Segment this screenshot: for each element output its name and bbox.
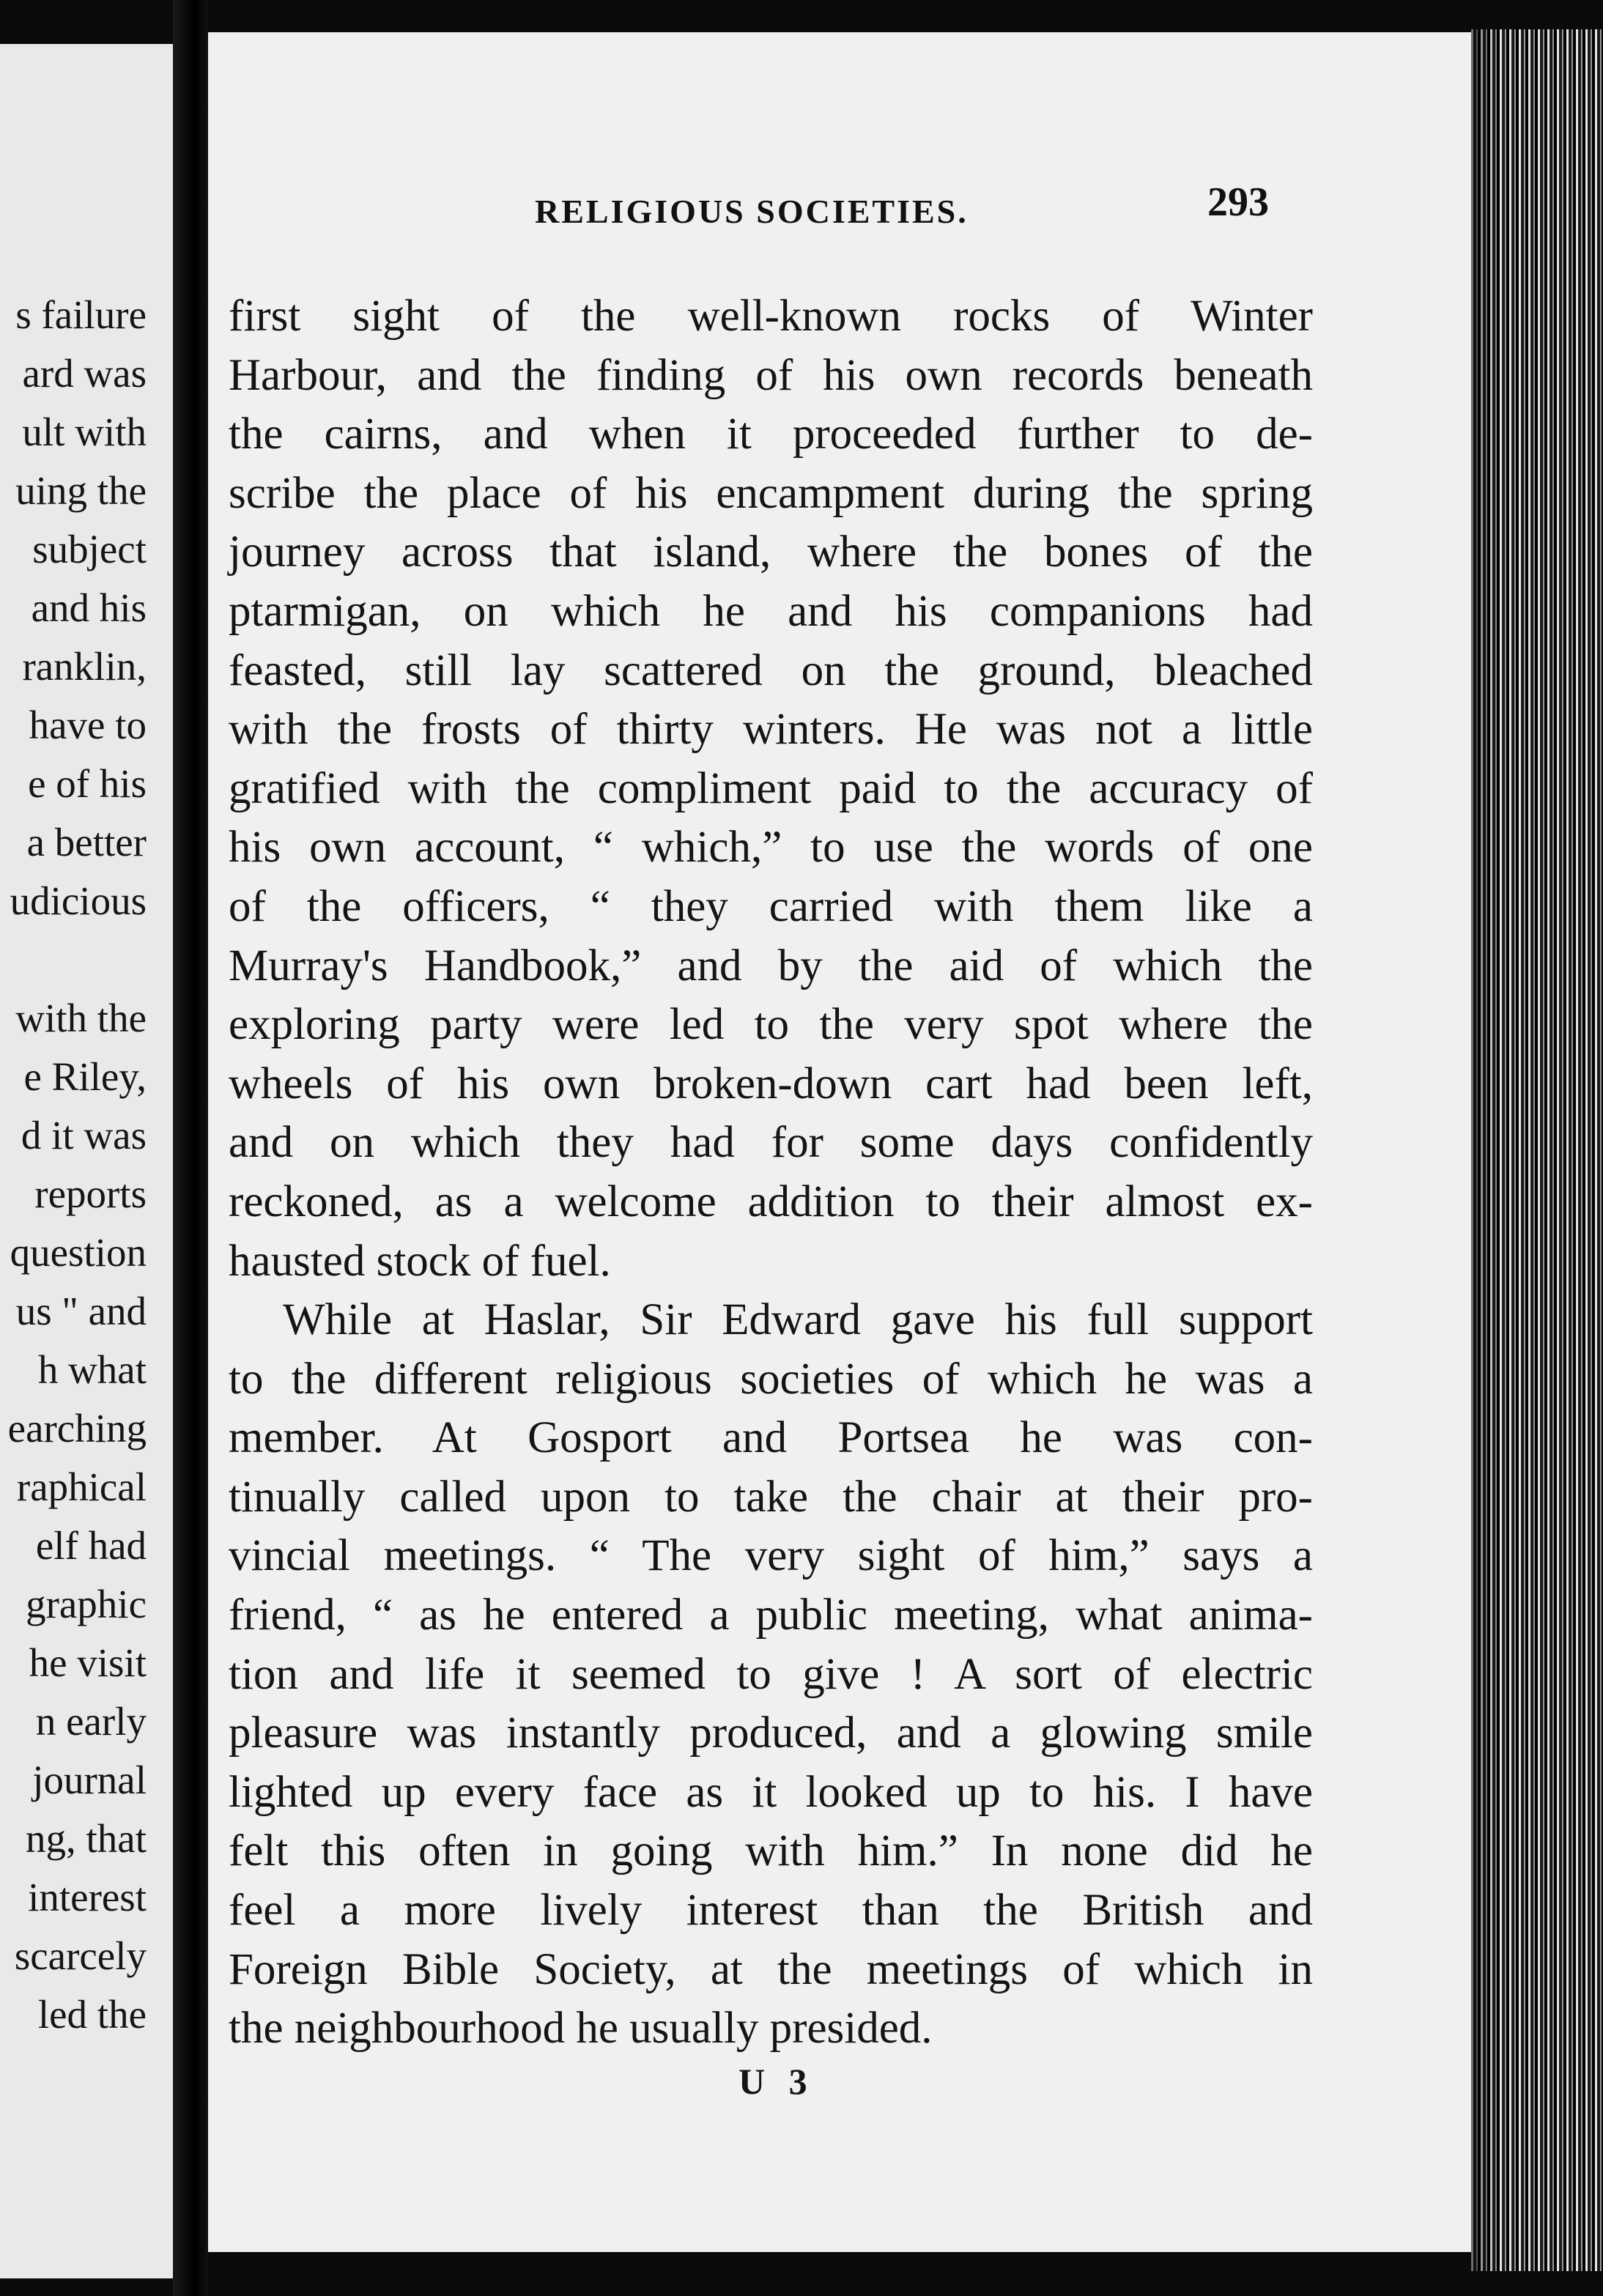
facing-page-line: ult with <box>22 410 147 454</box>
facing-page-line: us " and <box>15 1289 147 1333</box>
page-number: 293 <box>1207 179 1269 225</box>
facing-page-line: led the <box>37 1992 147 2037</box>
text-line: and on which they had for some days confidently <box>229 1118 1313 1168</box>
facing-page-line: a better <box>26 820 147 864</box>
text-line: pleasure was instantly produced, and a glowing smile <box>229 1708 1313 1758</box>
facing-page-fragment <box>0 44 173 2278</box>
facing-page-line: n early <box>35 1699 147 1744</box>
book-gutter <box>173 0 208 2296</box>
facing-page-line: elf had <box>35 1523 147 1568</box>
text-line: hausted stock of fuel. <box>229 1236 611 1286</box>
facing-page-line: ng, that <box>26 1816 147 1861</box>
text-line: with the frosts of thirty winters. He was not a little <box>229 705 1313 755</box>
facing-page-line: journal <box>32 1758 147 1802</box>
facing-page-line <box>0 930 147 989</box>
text-line: feasted, still lay scattered on the ground, bleached <box>229 645 1313 695</box>
page-edge-shadow <box>1471 29 1500 2271</box>
facing-page-line: and his <box>31 585 147 630</box>
text-line: the cairns, and when it proceeded further to de- <box>229 410 1313 459</box>
text-line: to the different religious societies of which he was a <box>229 1354 1313 1404</box>
text-line: journey across that island, where the bones of the <box>229 527 1313 577</box>
facing-page-line: reports <box>34 1171 147 1216</box>
text-line: tinually called upon to take the chair at their pro- <box>229 1472 1313 1522</box>
text-line: Foreign Bible Society, at the meetings of which in <box>229 1944 1313 1994</box>
facing-page-line: ard was <box>22 351 147 396</box>
text-line: Harbour, and the finding of his own records beneath <box>229 350 1313 400</box>
facing-page-line: scarcely <box>14 1933 147 1978</box>
facing-page-line: he visit <box>29 1640 147 1685</box>
facing-page-line: d it was <box>21 1113 147 1158</box>
text-line: his own account, “ which,” to use the words of one <box>229 823 1313 873</box>
text-line: ptarmigan, on which he and his companions had <box>229 586 1313 636</box>
running-header: RELIGIOUS SOCIETIES. <box>535 193 969 230</box>
facing-page-line: have to <box>29 703 147 747</box>
text-line: lighted up every face as it looked up to his. I have <box>229 1767 1313 1817</box>
text-line: Murray's Handbook,” and by the aid of which the <box>229 941 1313 990</box>
facing-page-line: earching <box>7 1406 147 1451</box>
text-line: friend, “ as he entered a public meeting, what anima- <box>229 1590 1313 1640</box>
text-line: the neighbourhood he usually presided. <box>229 2004 933 2054</box>
text-line: of the officers, “ they carried with them like a <box>229 881 1313 931</box>
facing-page-line: ranklin, <box>22 644 147 689</box>
text-line: exploring party were led to the very spot where the <box>229 1000 1313 1050</box>
facing-page-line: subject <box>32 527 147 571</box>
text-line: first sight of the well-known rocks of Winter <box>229 292 1313 341</box>
text-line: felt this often in going with him.” In none did he <box>229 1826 1313 1876</box>
facing-page-line: uing the <box>15 468 147 513</box>
facing-page-line: graphic <box>26 1582 147 1626</box>
text-line: While at Haslar, Sir Edward gave his full support <box>283 1295 1313 1345</box>
text-line: reckoned, as a welcome addition to their almost ex- <box>229 1177 1313 1226</box>
facing-page-line: interest <box>28 1875 147 1919</box>
facing-page-line: question <box>10 1230 147 1275</box>
signature-mark: U 3 <box>738 2061 815 2102</box>
body-text <box>229 287 1313 2059</box>
facing-page-line: udicious <box>10 878 147 923</box>
text-line: vincial meetings. “ The very sight of him,” says a <box>229 1531 1313 1581</box>
text-line: wheels of his own broken-down cart had been left, <box>229 1059 1313 1108</box>
text-line: feel a more lively interest than the British and <box>229 1886 1313 1936</box>
text-line: scribe the place of his encampment during the spring <box>229 468 1313 518</box>
text-line: member. At Gosport and Portsea he was con- <box>229 1413 1313 1463</box>
facing-page-text <box>0 286 147 2044</box>
facing-page-line: with the <box>15 996 147 1040</box>
text-line: tion and life it seemed to give ! A sort of electric <box>229 1649 1313 1699</box>
text-line: gratified with the compliment paid to the accuracy of <box>229 763 1313 813</box>
facing-page-line: raphical <box>16 1464 147 1509</box>
facing-page-line: e Riley, <box>23 1054 147 1099</box>
facing-page-line: s failure <box>15 292 147 337</box>
facing-page-line: h what <box>37 1347 147 1392</box>
facing-page-line: e of his <box>28 761 147 806</box>
